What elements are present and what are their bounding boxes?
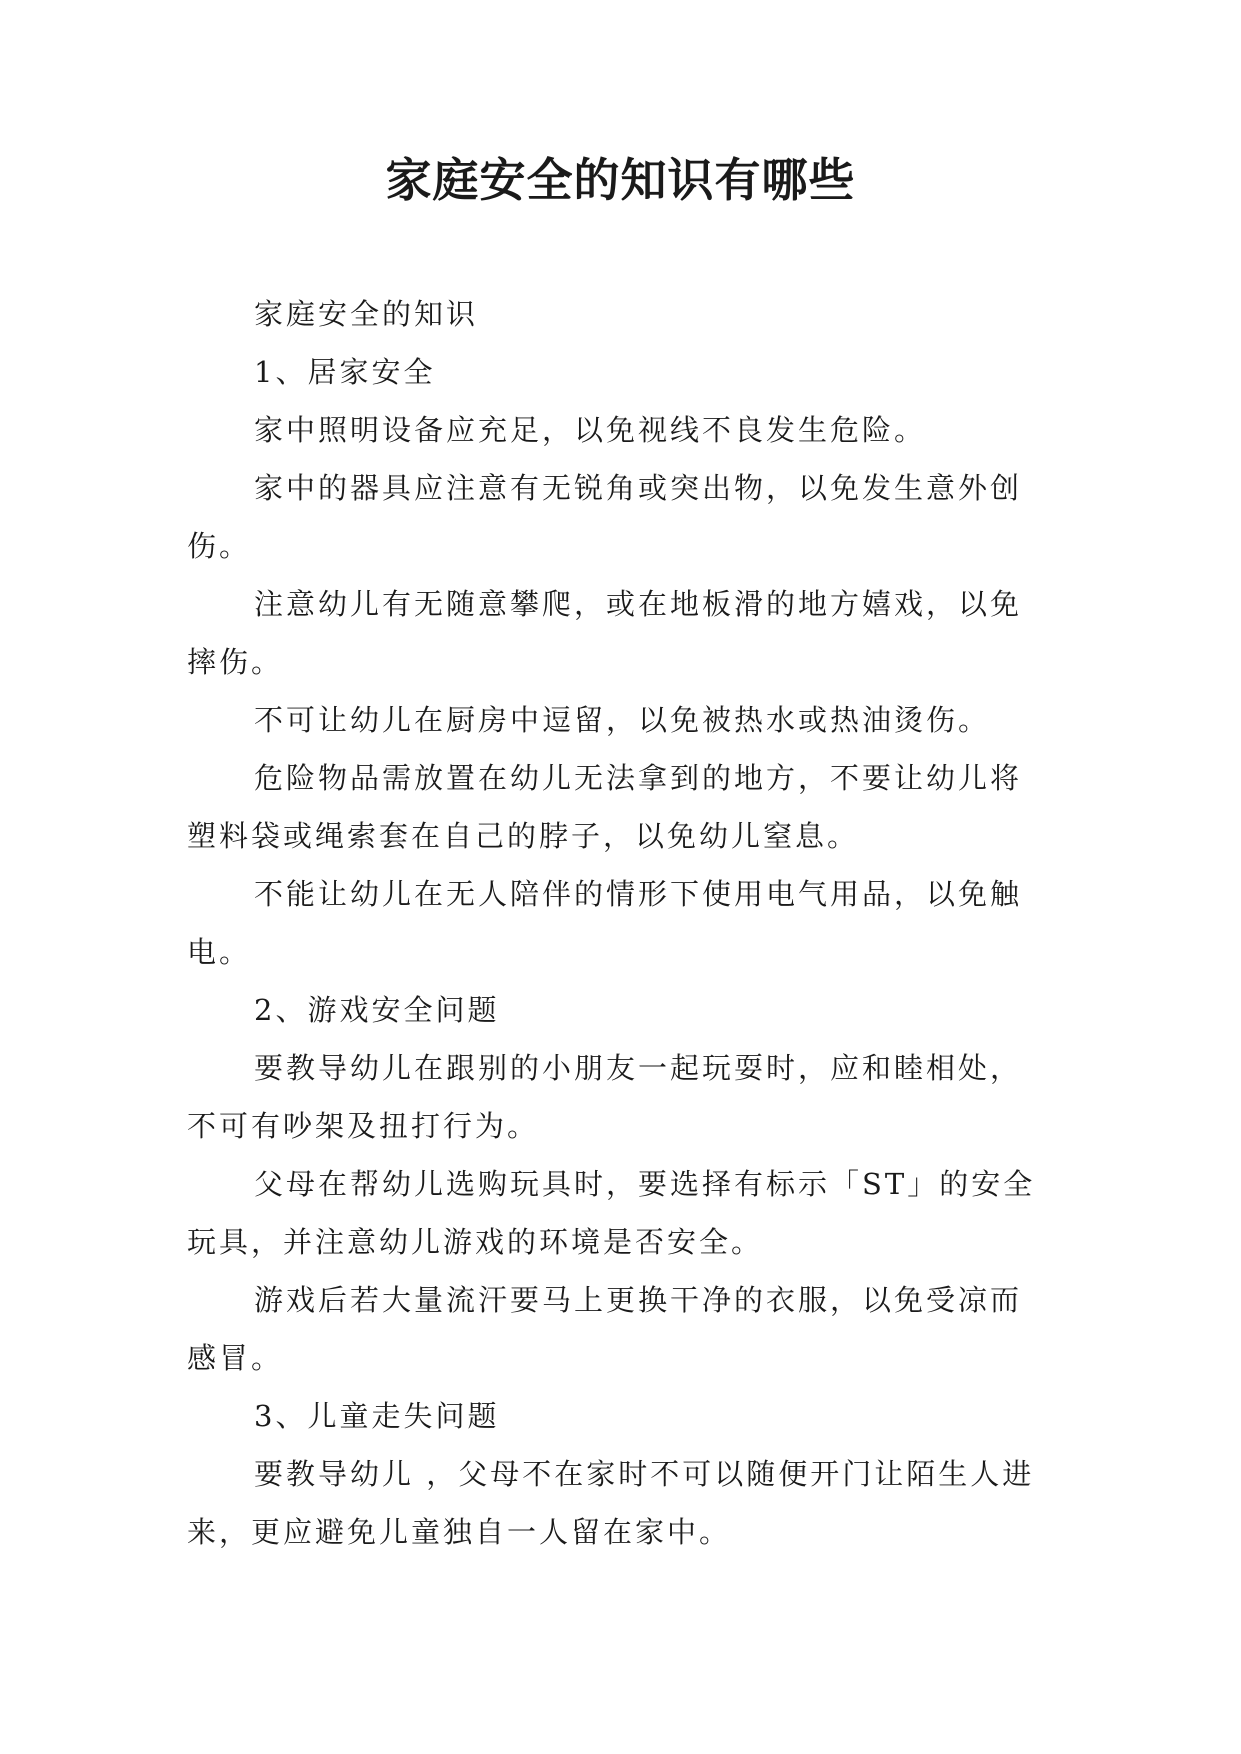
section-heading: 家庭安全的知识 <box>254 297 479 331</box>
subsection-heading-lost-child: 3、儿童走失问题 <box>254 1399 500 1433</box>
subsection-heading-play-safety: 2、游戏安全问题 <box>254 993 500 1027</box>
paragraph: 要教导幼儿 ，父母不在家时不可以随便开门让陌生人进来，更应避免儿童独自一人留在家中。 <box>187 1457 1035 1549</box>
paragraph: 不可让幼儿在厨房中逗留，以免被热水或热油烫伤。 <box>254 703 991 737</box>
paragraph: 游戏后若大量流汗要马上更换干净的衣服，以免受凉而感冒。 <box>187 1283 1023 1375</box>
paragraph: 危险物品需放置在幼儿无法拿到的地方，不要让幼儿将塑料袋或绳索套在自己的脖子，以免幼儿窒息。 <box>187 761 1023 853</box>
paragraph: 要教导幼儿在跟别的小朋友一起玩耍时，应和睦相处，不可有吵架及扭打行为。 <box>187 1051 1023 1143</box>
document-title: 家庭安全的知识有哪些 <box>385 153 856 207</box>
paragraph: 家中的器具应注意有无锐角或突出物，以免发生意外创伤。 <box>187 471 1023 563</box>
paragraph: 父母在帮幼儿选购玩具时，要选择有标示「ST」的安全玩具，并注意幼儿游戏的环境是否安全。 <box>187 1167 1036 1259</box>
paragraph: 注意幼儿有无随意攀爬，或在地板滑的地方嬉戏，以免摔伤。 <box>187 587 1023 679</box>
paragraph: 家中照明设备应充足，以免视线不良发生危险。 <box>254 413 927 447</box>
subsection-heading-home-safety: 1、居家安全 <box>254 355 436 389</box>
paragraph: 不能让幼儿在无人陪伴的情形下使用电气用品，以免触电。 <box>187 877 1023 969</box>
document-body <box>187 285 1052 1561</box>
